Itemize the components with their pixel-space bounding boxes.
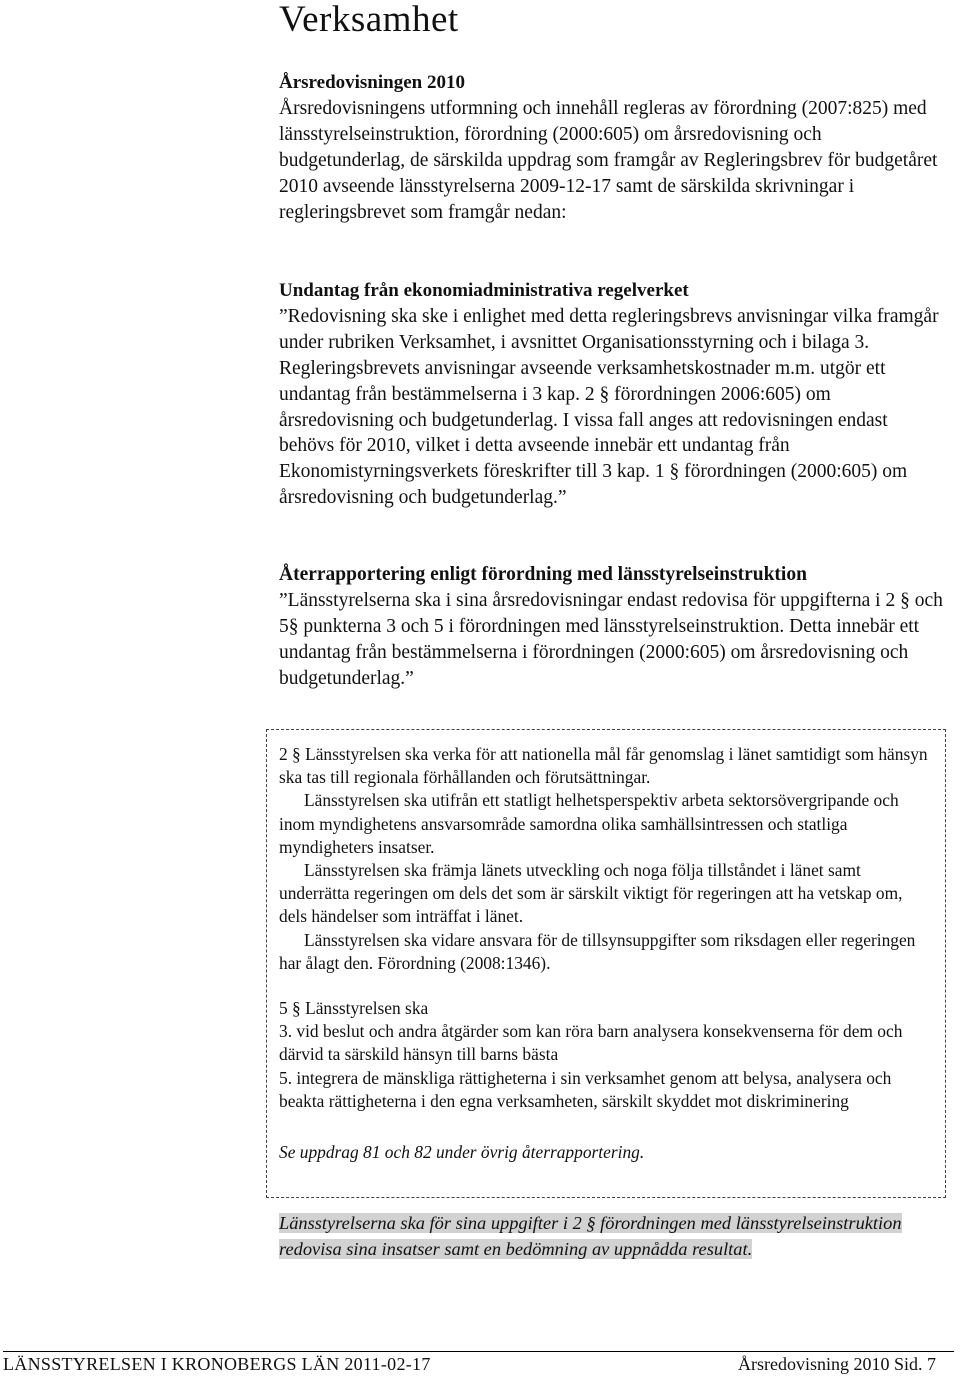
quote-note: Se uppdrag 81 och 82 under övrig återrapportering. xyxy=(279,1142,645,1163)
section-heading: Undantag från ekonomiadministrativa regelverket xyxy=(279,280,689,301)
footer-organization: LÄNSSTYRELSEN I KRONOBERGS LÄN 2011-02-17 xyxy=(3,1354,431,1374)
quote-list-item: 3. vid beslut och andra åtgärder som kan röra barn analysera konsekvenserna för dem och därvid ta särskild hänsyn till barns bästa xyxy=(279,1021,903,1065)
quote-subheading: 5 § Länsstyrelsen ska xyxy=(279,998,429,1019)
quote-paragraph: Länsstyrelsen ska utifrån ett statligt helhetsperspektiv arbeta sektorsövergripande och inom myndighetens ansvarsområde samordna olika samhällsintressen och statliga myndigheters insatser. xyxy=(279,790,899,857)
section-body: ”Länsstyrelserna ska i sina årsredovisningar endast redovisa för uppgifterna i 2 § och 5§ punkterna 3 och 5 i förordningen med länsstyrelseinstruktion. Detta innebär ett undantag från bestämmelserna i förordningen (2000:605) om årsredovisning och budgetunderlag.” xyxy=(279,589,943,689)
section-reporting xyxy=(279,562,944,692)
section-body: ”Redovisning ska ske i enlighet med detta regleringsbrevs anvisningar vilka framgår under rubriken Verksamhet, i avsnittet Organisationsstyrning och i bilaga 3. Regleringsbrevets anvisningar avseende verksamhetskostnader m.m. utgör ett undantag från bestämmelserna i 3 kap. 2 § förordningen 2006:605) om årsredovisning och budgetunderlag. I vissa fall anges att redovisningen endast behövs för 2010, vilket i detta avseende innebär ett undantag från Ekonomistyrningsverkets föreskrifter till 3 kap. 1 § förordningen (2000:605) om årsredovisning och budgetunderlag.” xyxy=(279,305,939,509)
highlighted-instruction xyxy=(279,1210,944,1262)
section-annual-report xyxy=(279,70,944,225)
quote-list-item: 5. integrera de mänskliga rättigheterna i sin verksamhet genom att belysa, analysera och beakta rättigheterna i den egna verksamheten, särskilt skyddet mot diskriminering xyxy=(279,1067,892,1111)
footer-rule xyxy=(3,1351,954,1352)
section-heading: Återrapportering enligt förordning med länsstyrelseinstruktion xyxy=(279,564,807,585)
quote-paragraph: 2 § Länsstyrelsen ska verka för att nationella mål får genomslag i länet samtidigt som hänsyn ska tas till regionala förhållanden och förutsättningar. xyxy=(279,744,928,788)
quote-paragraph: Länsstyrelsen ska vidare ansvara för de tillsynsuppgifter som riksdagen eller regeringen har ålagt den. Förordning (2008:1346). xyxy=(279,929,916,973)
quote-paragraph: Länsstyrelsen ska främja länets utveckling och noga följa tillståndet i länet samt underrätta regeringen om dels det som är särskilt viktigt för regeringen att ha vetskap om, dels händelser som inträffat i länet. xyxy=(279,860,903,927)
regulation-quote-box xyxy=(266,729,946,1198)
section-exception xyxy=(279,278,944,511)
highlighted-text: Länsstyrelserna ska för sina uppgifter i 2 § förordningen med länsstyrelseinstruktion redovisa sina insatser samt en bedömning av uppnådda resultat. xyxy=(279,1213,902,1259)
section-body: Årsredovisningens utformning och innehåll regleras av förordning (2007:825) med länsstyrelseinstruktion, förordning (2000:605) om årsredovisning och budgetunderlag, de särskilda uppdrag som framgår av Regleringsbrev för budgetåret 2010 avseende länsstyrelserna 2009-12-17 samt de särskilda skrivningar i regleringsbrevet som framgår nedan: xyxy=(279,97,938,223)
footer-page-info: Årsredovisning 2010 Sid. 7 xyxy=(738,1354,936,1374)
page-title: Verksamhet xyxy=(279,0,459,40)
section-heading: Årsredovisningen 2010 xyxy=(279,72,465,93)
